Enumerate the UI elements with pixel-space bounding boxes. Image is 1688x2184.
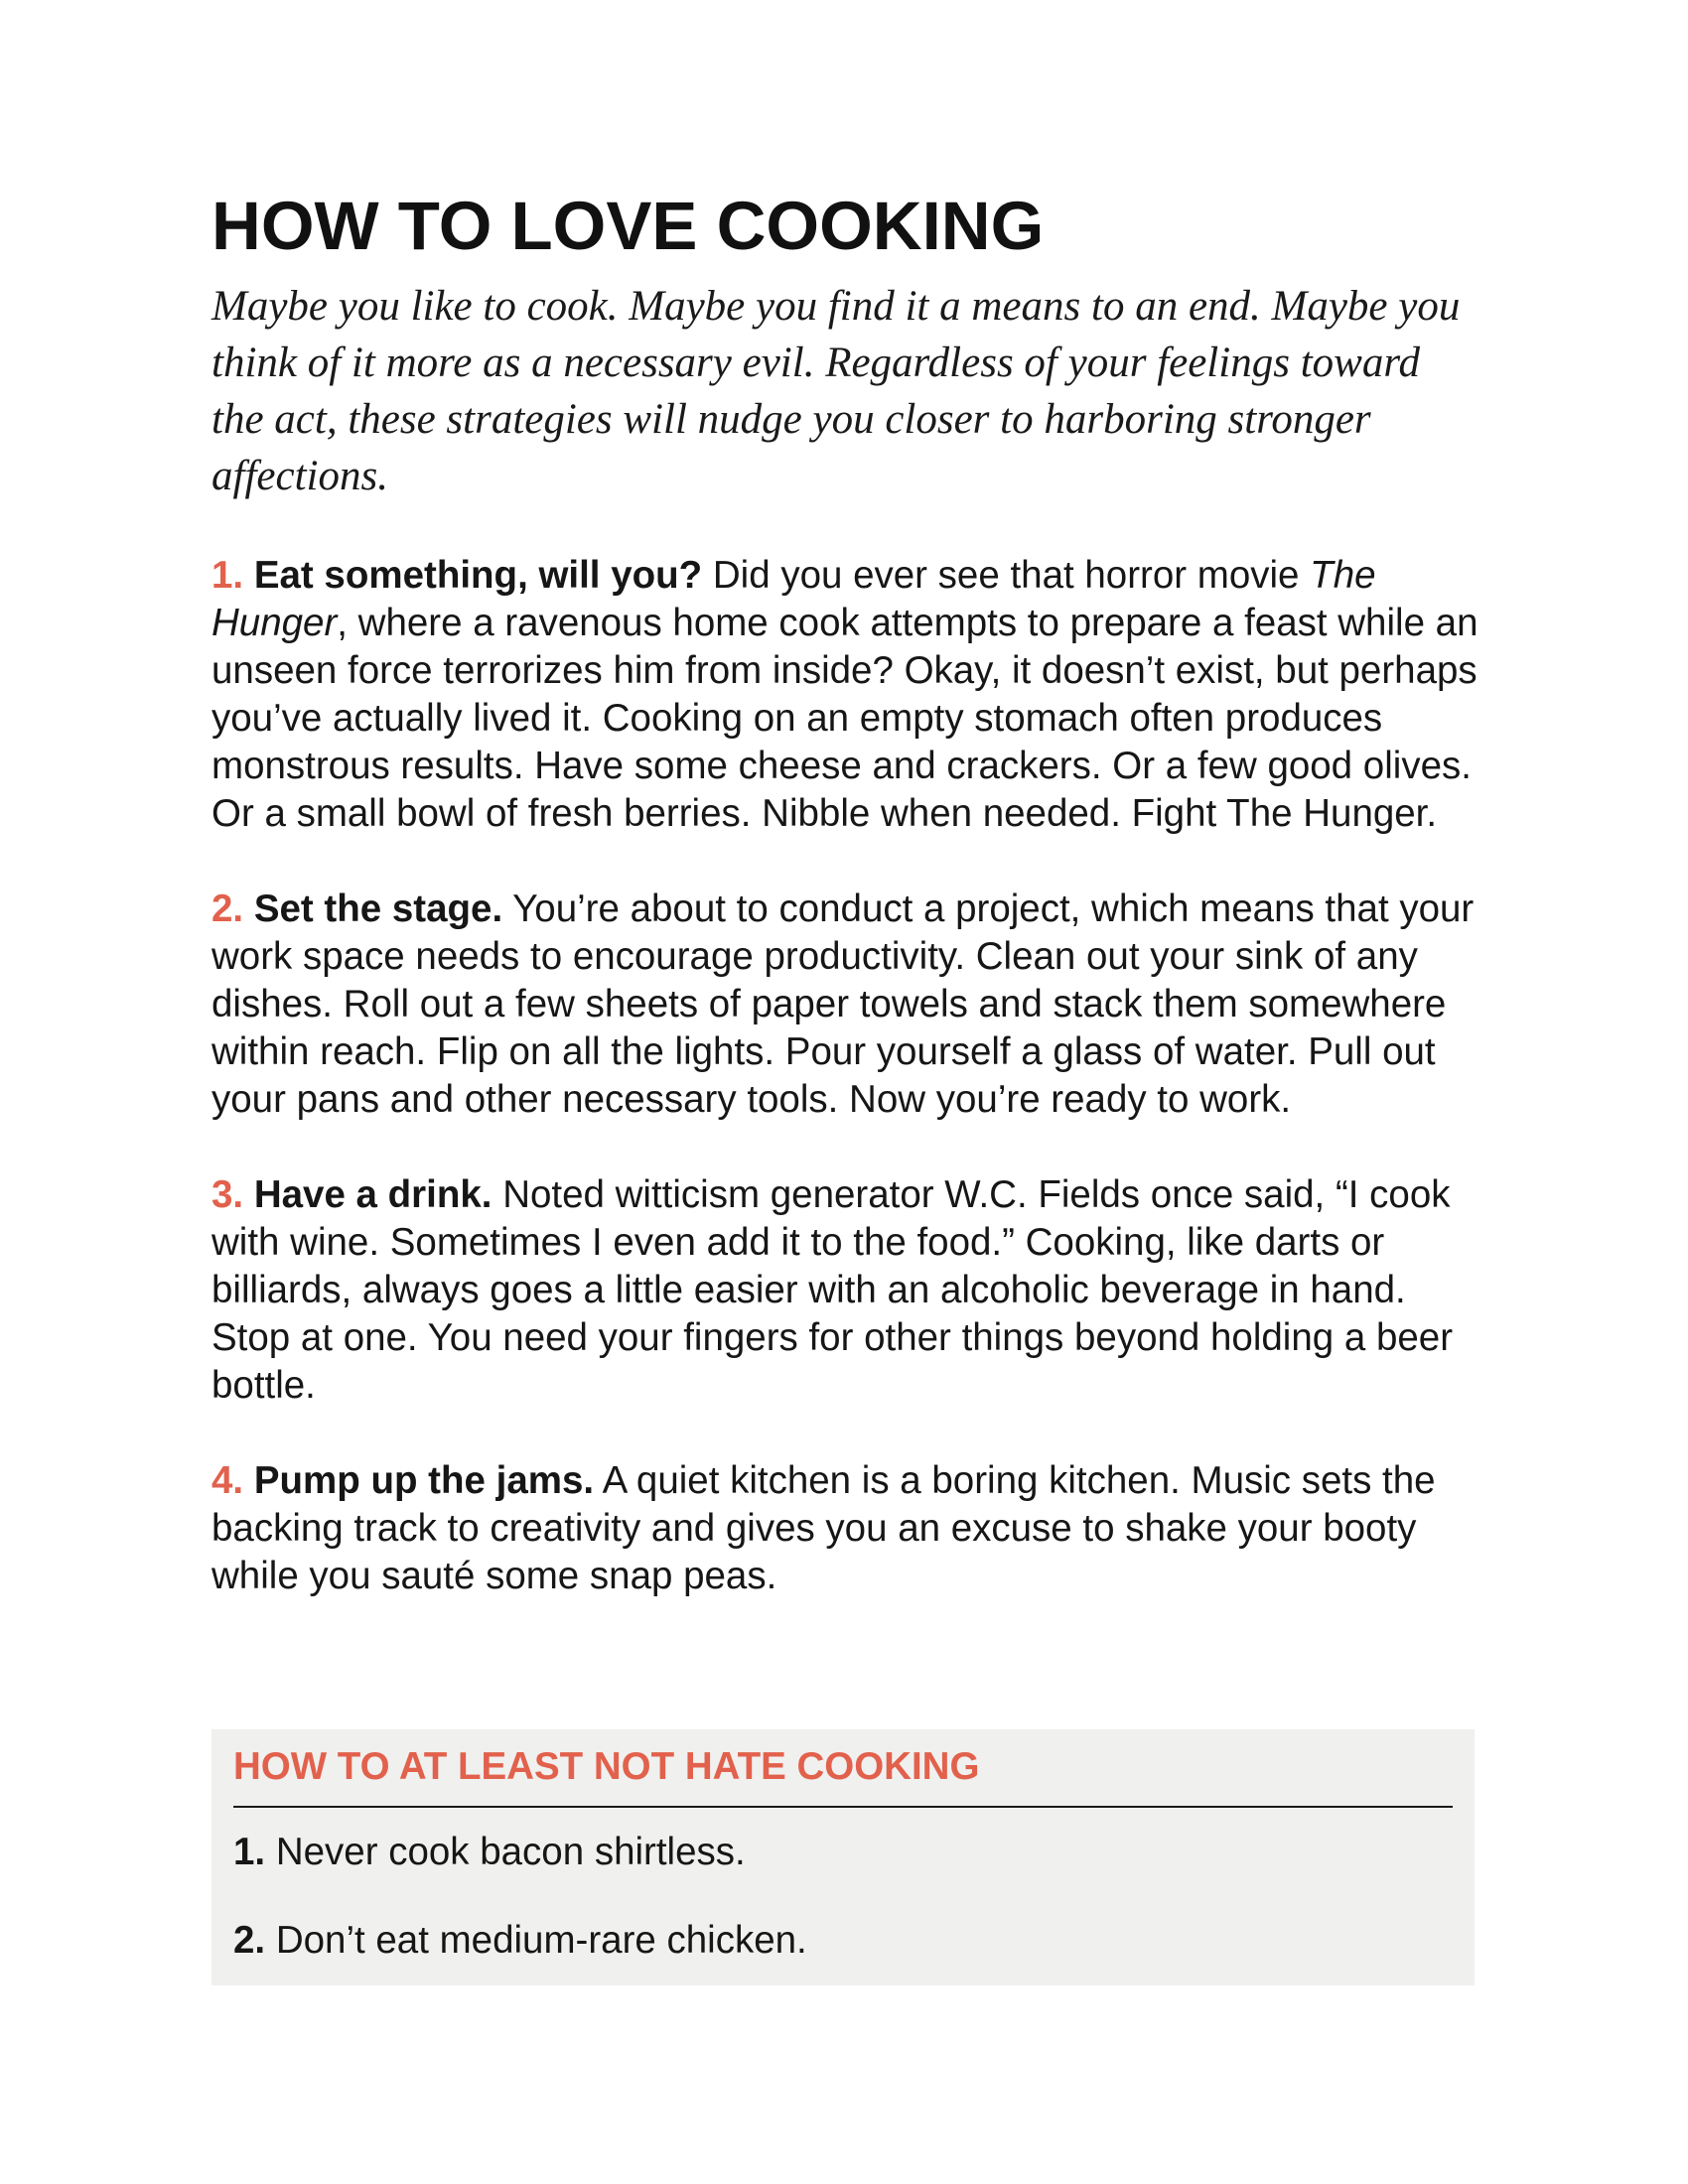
- tip-4: [211, 1457, 1482, 1600]
- sidebar-item: [233, 1917, 807, 1965]
- tip-body: Did you ever see that horror movie: [712, 553, 1300, 597]
- tip-2: [211, 886, 1482, 1124]
- tip-1: [211, 552, 1482, 838]
- tip-number: 3.: [211, 1172, 244, 1216]
- tip-heading: Set the stage.: [253, 887, 503, 930]
- sidebar-item-text: Don’t eat medium-rare chicken.: [275, 1919, 807, 1962]
- tip-heading: Eat something, will you?: [253, 553, 703, 597]
- sidebar-item: [233, 1829, 746, 1876]
- intro-paragraph: Maybe you like to cook. Maybe you find it a means to an end. Maybe you think of it more as a necessary evil. Regardless of your feelings toward the act, these strategies will nudge you closer to harboring stronger affections.: [211, 282, 1461, 499]
- tip-number: 4.: [211, 1458, 244, 1502]
- sidebar-divider: [233, 1806, 1453, 1808]
- movie-title: The Hunger: [211, 553, 1376, 644]
- tip-body: You’re about to conduct a project, which means that your work space needs to encourage productivity. Clean out your sink of any dishes. Roll out a few sheets of paper towels and stack them somewhere within reach. Flip on all the lights. Pour yourself a glass of water. Pull out your pans and other necessary tools. Now you’re ready to work.: [211, 887, 1475, 1121]
- tip-heading: Pump up the jams.: [253, 1458, 595, 1502]
- tip-number: 1.: [211, 553, 244, 597]
- tip-3: [211, 1171, 1482, 1410]
- sidebar-item-number: 2.: [233, 1919, 266, 1962]
- article: [211, 189, 1482, 1600]
- tip-number: 2.: [211, 887, 244, 930]
- tip-body: A quiet kitchen is a boring kitchen. Music sets the backing track to creativity and gives you an excuse to shake your booty while you sauté some snap peas.: [211, 1458, 1436, 1597]
- sidebar-item-number: 1.: [233, 1831, 266, 1873]
- tip-body: Noted witticism generator W.C. Fields once said, “I cook with wine. Sometimes I even add it to the food.” Cooking, like darts or billiards, always goes a little easier with an alcoholic beverage in hand. Stop at one. You need your fingers for other things beyond holding a beer bottle.: [211, 1172, 1454, 1407]
- page-title: HOW TO LOVE COOKING: [211, 188, 1045, 264]
- sidebar-box: [211, 1729, 1475, 1985]
- tip-heading: Have a drink.: [253, 1172, 492, 1216]
- sidebar-item-text: Never cook bacon shirtless.: [275, 1831, 746, 1873]
- sidebar-title: HOW TO AT LEAST NOT HATE COOKING: [233, 1745, 980, 1788]
- tip-body-continued: , where a ravenous home cook attempts to prepare a feast while an unseen force terrorizes him from inside? Okay, it doesn’t exist, but perhaps you’ve actually lived it. Cooking on an empty stomach often produces monstrous results. Have some cheese and crackers. Or a few good olives. Or a small bowl of fresh berries. Nibble when needed. Fight The Hunger.: [211, 601, 1478, 835]
